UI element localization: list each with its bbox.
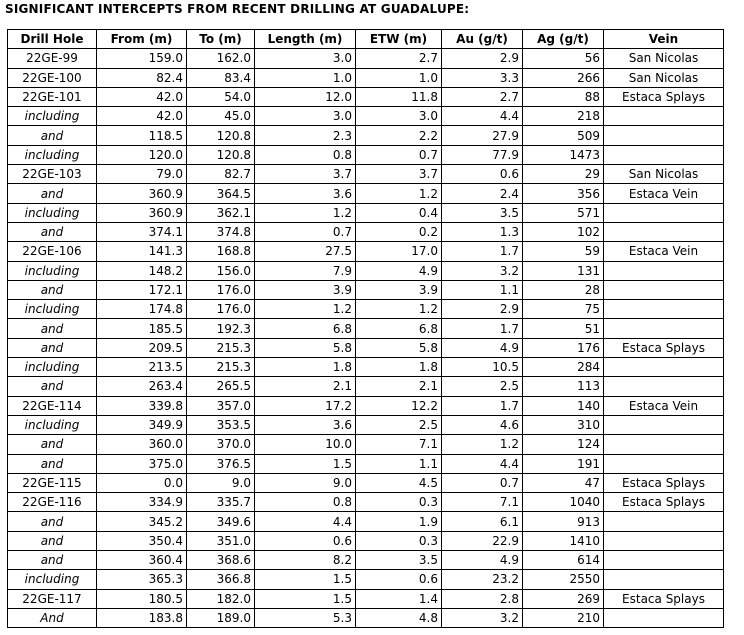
cell-etw: 1.1 xyxy=(356,454,442,473)
cell-au: 1.7 xyxy=(442,242,523,261)
cell-au: 4.6 xyxy=(442,415,523,434)
cell-ag: 51 xyxy=(523,319,604,338)
cell-vein xyxy=(604,435,724,454)
cell-etw: 1.2 xyxy=(356,300,442,319)
cell-vein xyxy=(604,570,724,589)
cell-length: 1.5 xyxy=(255,589,356,608)
cell-vein xyxy=(604,512,724,531)
cell-length: 1.5 xyxy=(255,454,356,473)
cell-drill-hole: including xyxy=(8,415,97,434)
cell-ag: 266 xyxy=(523,68,604,87)
cell-drill-hole: 22GE-99 xyxy=(8,49,97,68)
cell-au: 2.8 xyxy=(442,589,523,608)
cell-au: 3.2 xyxy=(442,261,523,280)
cell-ag: 176 xyxy=(523,338,604,357)
cell-to: 215.3 xyxy=(187,338,255,357)
cell-vein xyxy=(604,608,724,627)
cell-length: 2.3 xyxy=(255,126,356,145)
cell-au: 2.7 xyxy=(442,87,523,106)
cell-from: 42.0 xyxy=(97,87,187,106)
table-row xyxy=(8,319,724,338)
cell-vein: San Nicolas xyxy=(604,68,724,87)
cell-etw: 6.8 xyxy=(356,319,442,338)
cell-vein xyxy=(604,107,724,126)
cell-ag: 509 xyxy=(523,126,604,145)
table-row xyxy=(8,358,724,377)
cell-from: 174.8 xyxy=(97,300,187,319)
cell-etw: 3.7 xyxy=(356,165,442,184)
cell-etw: 3.5 xyxy=(356,551,442,570)
cell-vein: Estaca Splays xyxy=(604,589,724,608)
cell-etw: 17.0 xyxy=(356,242,442,261)
table-row xyxy=(8,512,724,531)
cell-ag: 356 xyxy=(523,184,604,203)
table-row xyxy=(8,300,724,319)
cell-drill-hole: And xyxy=(8,608,97,627)
cell-etw: 5.8 xyxy=(356,338,442,357)
cell-drill-hole: and xyxy=(8,454,97,473)
cell-drill-hole: and xyxy=(8,222,97,241)
cell-drill-hole: including xyxy=(8,145,97,164)
table-row xyxy=(8,415,724,434)
cell-length: 1.2 xyxy=(255,300,356,319)
cell-vein: Estaca Splays xyxy=(604,87,724,106)
cell-au: 6.1 xyxy=(442,512,523,531)
table-row xyxy=(8,338,724,357)
cell-ag: 75 xyxy=(523,300,604,319)
cell-drill-hole: including xyxy=(8,570,97,589)
cell-vein xyxy=(604,358,724,377)
cell-etw: 0.3 xyxy=(356,531,442,550)
table-row xyxy=(8,126,724,145)
column-header-vein: Vein xyxy=(604,30,724,49)
cell-au: 27.9 xyxy=(442,126,523,145)
cell-au: 3.3 xyxy=(442,68,523,87)
table-row xyxy=(8,570,724,589)
cell-etw: 0.3 xyxy=(356,493,442,512)
cell-vein xyxy=(604,415,724,434)
table-row xyxy=(8,589,724,608)
cell-etw: 1.4 xyxy=(356,589,442,608)
cell-au: 1.1 xyxy=(442,280,523,299)
cell-drill-hole: 22GE-114 xyxy=(8,396,97,415)
cell-vein: Estaca Vein xyxy=(604,184,724,203)
cell-ag: 131 xyxy=(523,261,604,280)
cell-length: 9.0 xyxy=(255,473,356,492)
cell-drill-hole: 22GE-115 xyxy=(8,473,97,492)
cell-drill-hole: 22GE-100 xyxy=(8,68,97,87)
column-header-ag: Ag (g/t) xyxy=(523,30,604,49)
table-row xyxy=(8,435,724,454)
cell-drill-hole: and xyxy=(8,551,97,570)
cell-etw: 3.9 xyxy=(356,280,442,299)
cell-drill-hole: and xyxy=(8,280,97,299)
cell-length: 3.0 xyxy=(255,107,356,126)
cell-length: 8.2 xyxy=(255,551,356,570)
cell-from: 365.3 xyxy=(97,570,187,589)
table-row xyxy=(8,454,724,473)
cell-ag: 913 xyxy=(523,512,604,531)
cell-ag: 218 xyxy=(523,107,604,126)
cell-from: 183.8 xyxy=(97,608,187,627)
table-row xyxy=(8,493,724,512)
cell-vein xyxy=(604,454,724,473)
table-row xyxy=(8,203,724,222)
cell-to: 83.4 xyxy=(187,68,255,87)
cell-ag: 284 xyxy=(523,358,604,377)
cell-etw: 0.4 xyxy=(356,203,442,222)
cell-to: 176.0 xyxy=(187,280,255,299)
cell-drill-hole: including xyxy=(8,107,97,126)
cell-au: 22.9 xyxy=(442,531,523,550)
table-row xyxy=(8,68,724,87)
cell-length: 27.5 xyxy=(255,242,356,261)
table-header-row xyxy=(8,30,724,49)
cell-ag: 210 xyxy=(523,608,604,627)
column-header-au: Au (g/t) xyxy=(442,30,523,49)
cell-au: 3.2 xyxy=(442,608,523,627)
cell-length: 5.8 xyxy=(255,338,356,357)
cell-ag: 59 xyxy=(523,242,604,261)
column-header-to: To (m) xyxy=(187,30,255,49)
cell-from: 82.4 xyxy=(97,68,187,87)
table-row xyxy=(8,608,724,627)
cell-to: 120.8 xyxy=(187,145,255,164)
cell-to: 162.0 xyxy=(187,49,255,68)
cell-from: 209.5 xyxy=(97,338,187,357)
cell-au: 2.5 xyxy=(442,377,523,396)
cell-ag: 1410 xyxy=(523,531,604,550)
cell-length: 1.0 xyxy=(255,68,356,87)
cell-from: 360.9 xyxy=(97,203,187,222)
cell-from: 350.4 xyxy=(97,531,187,550)
cell-etw: 7.1 xyxy=(356,435,442,454)
cell-from: 172.1 xyxy=(97,280,187,299)
cell-au: 7.1 xyxy=(442,493,523,512)
cell-vein: Estaca Splays xyxy=(604,473,724,492)
cell-from: 180.5 xyxy=(97,589,187,608)
cell-vein: Estaca Vein xyxy=(604,396,724,415)
cell-vein xyxy=(604,531,724,550)
cell-length: 3.6 xyxy=(255,415,356,434)
cell-drill-hole: 22GE-116 xyxy=(8,493,97,512)
cell-from: 345.2 xyxy=(97,512,187,531)
table-row xyxy=(8,145,724,164)
cell-etw: 1.8 xyxy=(356,358,442,377)
cell-to: 349.6 xyxy=(187,512,255,531)
table-row xyxy=(8,261,724,280)
column-header-from: From (m) xyxy=(97,30,187,49)
table-row xyxy=(8,242,724,261)
cell-from: 360.9 xyxy=(97,184,187,203)
cell-to: 364.5 xyxy=(187,184,255,203)
cell-ag: 1473 xyxy=(523,145,604,164)
cell-au: 4.4 xyxy=(442,454,523,473)
cell-length: 3.0 xyxy=(255,49,356,68)
cell-length: 0.7 xyxy=(255,222,356,241)
cell-vein xyxy=(604,203,724,222)
cell-etw: 2.5 xyxy=(356,415,442,434)
cell-length: 3.9 xyxy=(255,280,356,299)
cell-to: 368.6 xyxy=(187,551,255,570)
cell-to: 215.3 xyxy=(187,358,255,377)
cell-au: 23.2 xyxy=(442,570,523,589)
cell-to: 357.0 xyxy=(187,396,255,415)
cell-ag: 56 xyxy=(523,49,604,68)
cell-length: 0.6 xyxy=(255,531,356,550)
cell-from: 141.3 xyxy=(97,242,187,261)
cell-from: 79.0 xyxy=(97,165,187,184)
cell-length: 2.1 xyxy=(255,377,356,396)
cell-etw: 4.5 xyxy=(356,473,442,492)
table-row xyxy=(8,49,724,68)
cell-length: 17.2 xyxy=(255,396,356,415)
cell-from: 159.0 xyxy=(97,49,187,68)
cell-ag: 614 xyxy=(523,551,604,570)
table-body xyxy=(8,49,724,628)
cell-etw: 4.8 xyxy=(356,608,442,627)
cell-ag: 124 xyxy=(523,435,604,454)
cell-au: 77.9 xyxy=(442,145,523,164)
cell-au: 4.9 xyxy=(442,551,523,570)
cell-drill-hole: including xyxy=(8,203,97,222)
cell-to: 374.8 xyxy=(187,222,255,241)
cell-to: 45.0 xyxy=(187,107,255,126)
cell-etw: 2.2 xyxy=(356,126,442,145)
cell-ag: 102 xyxy=(523,222,604,241)
table-row xyxy=(8,165,724,184)
cell-to: 370.0 xyxy=(187,435,255,454)
cell-length: 10.0 xyxy=(255,435,356,454)
cell-to: 120.8 xyxy=(187,126,255,145)
column-header-drill-hole: Drill Hole xyxy=(8,30,97,49)
cell-etw: 0.7 xyxy=(356,145,442,164)
cell-vein xyxy=(604,261,724,280)
cell-etw: 4.9 xyxy=(356,261,442,280)
cell-to: 353.5 xyxy=(187,415,255,434)
cell-drill-hole: 22GE-101 xyxy=(8,87,97,106)
cell-length: 12.0 xyxy=(255,87,356,106)
cell-to: 192.3 xyxy=(187,319,255,338)
table-row xyxy=(8,396,724,415)
cell-au: 2.9 xyxy=(442,49,523,68)
cell-au: 4.4 xyxy=(442,107,523,126)
table-row xyxy=(8,280,724,299)
cell-from: 148.2 xyxy=(97,261,187,280)
cell-drill-hole: and xyxy=(8,377,97,396)
cell-drill-hole: 22GE-106 xyxy=(8,242,97,261)
cell-ag: 269 xyxy=(523,589,604,608)
page-title: SIGNIFICANT INTERCEPTS FROM RECENT DRILLING AT GUADALUPE: xyxy=(5,2,470,16)
cell-vein xyxy=(604,319,724,338)
cell-from: 120.0 xyxy=(97,145,187,164)
cell-drill-hole: including xyxy=(8,358,97,377)
cell-au: 0.6 xyxy=(442,165,523,184)
cell-from: 360.4 xyxy=(97,551,187,570)
table-row xyxy=(8,184,724,203)
cell-etw: 0.6 xyxy=(356,570,442,589)
cell-au: 10.5 xyxy=(442,358,523,377)
intercepts-table xyxy=(7,29,724,628)
cell-etw: 1.2 xyxy=(356,184,442,203)
cell-etw: 2.7 xyxy=(356,49,442,68)
cell-ag: 28 xyxy=(523,280,604,299)
table-row xyxy=(8,531,724,550)
cell-ag: 2550 xyxy=(523,570,604,589)
cell-length: 6.8 xyxy=(255,319,356,338)
cell-drill-hole: and xyxy=(8,184,97,203)
cell-to: 168.8 xyxy=(187,242,255,261)
cell-from: 263.4 xyxy=(97,377,187,396)
cell-vein: Estaca Splays xyxy=(604,338,724,357)
cell-to: 156.0 xyxy=(187,261,255,280)
cell-drill-hole: and xyxy=(8,512,97,531)
cell-au: 2.4 xyxy=(442,184,523,203)
cell-from: 349.9 xyxy=(97,415,187,434)
cell-vein: San Nicolas xyxy=(604,165,724,184)
cell-vein: Estaca Splays xyxy=(604,493,724,512)
cell-to: 182.0 xyxy=(187,589,255,608)
cell-drill-hole: and xyxy=(8,126,97,145)
cell-etw: 12.2 xyxy=(356,396,442,415)
cell-to: 82.7 xyxy=(187,165,255,184)
column-header-etw: ETW (m) xyxy=(356,30,442,49)
cell-to: 362.1 xyxy=(187,203,255,222)
cell-to: 9.0 xyxy=(187,473,255,492)
cell-from: 334.9 xyxy=(97,493,187,512)
cell-to: 351.0 xyxy=(187,531,255,550)
cell-ag: 1040 xyxy=(523,493,604,512)
cell-to: 366.8 xyxy=(187,570,255,589)
cell-to: 54.0 xyxy=(187,87,255,106)
cell-au: 1.7 xyxy=(442,319,523,338)
cell-length: 4.4 xyxy=(255,512,356,531)
column-header-length: Length (m) xyxy=(255,30,356,49)
cell-vein xyxy=(604,280,724,299)
cell-drill-hole: including xyxy=(8,300,97,319)
cell-au: 1.7 xyxy=(442,396,523,415)
cell-vein xyxy=(604,551,724,570)
cell-from: 118.5 xyxy=(97,126,187,145)
table-row xyxy=(8,222,724,241)
cell-ag: 140 xyxy=(523,396,604,415)
cell-ag: 571 xyxy=(523,203,604,222)
cell-from: 375.0 xyxy=(97,454,187,473)
cell-ag: 29 xyxy=(523,165,604,184)
cell-drill-hole: and xyxy=(8,531,97,550)
cell-length: 7.9 xyxy=(255,261,356,280)
cell-length: 3.7 xyxy=(255,165,356,184)
cell-etw: 2.1 xyxy=(356,377,442,396)
table-row xyxy=(8,107,724,126)
cell-etw: 1.0 xyxy=(356,68,442,87)
cell-vein xyxy=(604,222,724,241)
cell-vein xyxy=(604,377,724,396)
table-row xyxy=(8,551,724,570)
cell-from: 360.0 xyxy=(97,435,187,454)
cell-length: 1.5 xyxy=(255,570,356,589)
cell-au: 2.9 xyxy=(442,300,523,319)
cell-from: 374.1 xyxy=(97,222,187,241)
cell-length: 1.8 xyxy=(255,358,356,377)
cell-to: 335.7 xyxy=(187,493,255,512)
cell-vein xyxy=(604,145,724,164)
cell-length: 0.8 xyxy=(255,493,356,512)
table-row xyxy=(8,87,724,106)
cell-ag: 113 xyxy=(523,377,604,396)
cell-drill-hole: including xyxy=(8,261,97,280)
cell-drill-hole: and xyxy=(8,435,97,454)
cell-length: 3.6 xyxy=(255,184,356,203)
cell-vein xyxy=(604,300,724,319)
cell-to: 189.0 xyxy=(187,608,255,627)
cell-from: 339.8 xyxy=(97,396,187,415)
cell-etw: 11.8 xyxy=(356,87,442,106)
cell-ag: 47 xyxy=(523,473,604,492)
cell-to: 265.5 xyxy=(187,377,255,396)
cell-drill-hole: and xyxy=(8,338,97,357)
cell-etw: 0.2 xyxy=(356,222,442,241)
cell-from: 213.5 xyxy=(97,358,187,377)
cell-vein: Estaca Vein xyxy=(604,242,724,261)
cell-from: 185.5 xyxy=(97,319,187,338)
table-row xyxy=(8,377,724,396)
cell-au: 3.5 xyxy=(442,203,523,222)
cell-drill-hole: 22GE-103 xyxy=(8,165,97,184)
table-row xyxy=(8,473,724,492)
cell-length: 5.3 xyxy=(255,608,356,627)
cell-from: 0.0 xyxy=(97,473,187,492)
cell-au: 1.3 xyxy=(442,222,523,241)
cell-etw: 1.9 xyxy=(356,512,442,531)
cell-au: 0.7 xyxy=(442,473,523,492)
cell-ag: 191 xyxy=(523,454,604,473)
cell-vein xyxy=(604,126,724,145)
cell-length: 1.2 xyxy=(255,203,356,222)
cell-au: 1.2 xyxy=(442,435,523,454)
cell-length: 0.8 xyxy=(255,145,356,164)
cell-drill-hole: 22GE-117 xyxy=(8,589,97,608)
cell-ag: 310 xyxy=(523,415,604,434)
cell-drill-hole: and xyxy=(8,319,97,338)
cell-au: 4.9 xyxy=(442,338,523,357)
cell-etw: 3.0 xyxy=(356,107,442,126)
cell-to: 176.0 xyxy=(187,300,255,319)
cell-ag: 88 xyxy=(523,87,604,106)
cell-vein: San Nicolas xyxy=(604,49,724,68)
cell-to: 376.5 xyxy=(187,454,255,473)
cell-from: 42.0 xyxy=(97,107,187,126)
